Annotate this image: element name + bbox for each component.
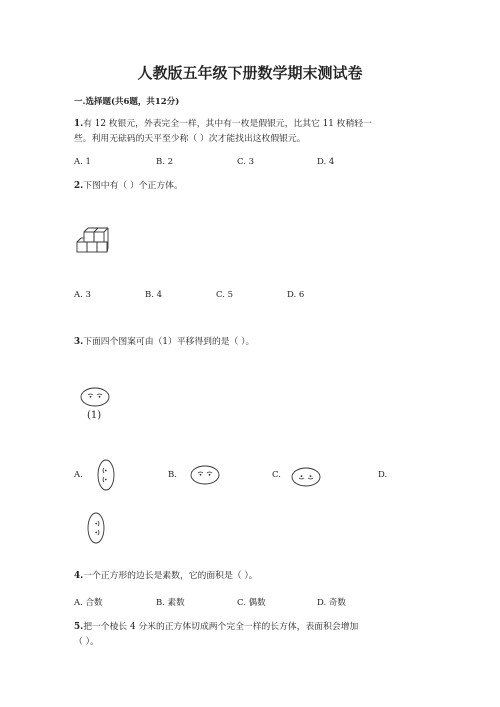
option-a[interactable]: A. 合数 [74, 598, 103, 608]
option-b[interactable]: B. 素数 [156, 598, 185, 608]
question-number: 4. [74, 571, 84, 581]
option-c[interactable]: C. [272, 470, 281, 480]
section-heading: 一.选择题(共6题，共12分) [74, 97, 180, 107]
question-3 [74, 335, 254, 350]
face-pattern-original-icon [80, 386, 110, 408]
page-title: 人教版五年级下册数学期末测试卷 [137, 64, 363, 82]
option-a[interactable]: A. 3 [74, 290, 91, 300]
option-b[interactable]: B. 2 [156, 157, 174, 167]
question-5 [74, 620, 358, 635]
option-a[interactable]: A. 1 [74, 157, 91, 167]
question-number: 1. [74, 119, 84, 129]
option-d[interactable]: D. 奇数 [317, 598, 346, 608]
option-d[interactable]: D. [378, 470, 388, 480]
question-5-line2: （ ）。 [74, 637, 99, 647]
option-a[interactable]: A. [74, 470, 83, 480]
option-c[interactable]: C. 偶数 [237, 598, 266, 608]
stacked-cubes-figure-icon [76, 226, 110, 260]
question-text: 一个正方形的边长是素数，它的面积是（ ）。 [83, 571, 258, 581]
option-c[interactable]: C. 5 [216, 290, 234, 300]
face-pattern-option-c-icon [291, 466, 321, 488]
option-c[interactable]: C. 3 [237, 157, 255, 167]
face-pattern-option-d-icon [86, 512, 106, 544]
option-b[interactable]: B. [168, 470, 177, 480]
face-pattern-option-a-icon [96, 459, 116, 491]
question-text: 下图中有（ ）个正方体。 [83, 181, 183, 191]
question-1 [74, 117, 372, 132]
option-d[interactable]: D. 4 [317, 157, 335, 167]
question-1-line2: 些。利用无砝码的天平至少称（ ）次才能找出这枚假银元。 [74, 134, 306, 144]
question-text: 下面四个图案可由（1）平移得到的是（ ）。 [83, 337, 255, 347]
question-text: 把一个棱长 4 分米的正方体切成两个完全一样的长方体，表面积会增加 [83, 622, 359, 632]
question-2 [74, 179, 183, 194]
option-d[interactable]: D. 6 [287, 290, 305, 300]
question-4 [74, 569, 258, 584]
figure-label: (1) [87, 410, 102, 421]
question-number: 2. [74, 181, 84, 191]
question-text: 有 12 枚银元，外表完全一样，其中有一枚是假银元，比其它 11 枚稍轻一 [83, 119, 372, 129]
question-number: 3. [74, 337, 84, 347]
option-b[interactable]: B. 4 [145, 290, 163, 300]
face-pattern-option-b-icon [190, 464, 220, 486]
question-number: 5. [74, 622, 84, 632]
